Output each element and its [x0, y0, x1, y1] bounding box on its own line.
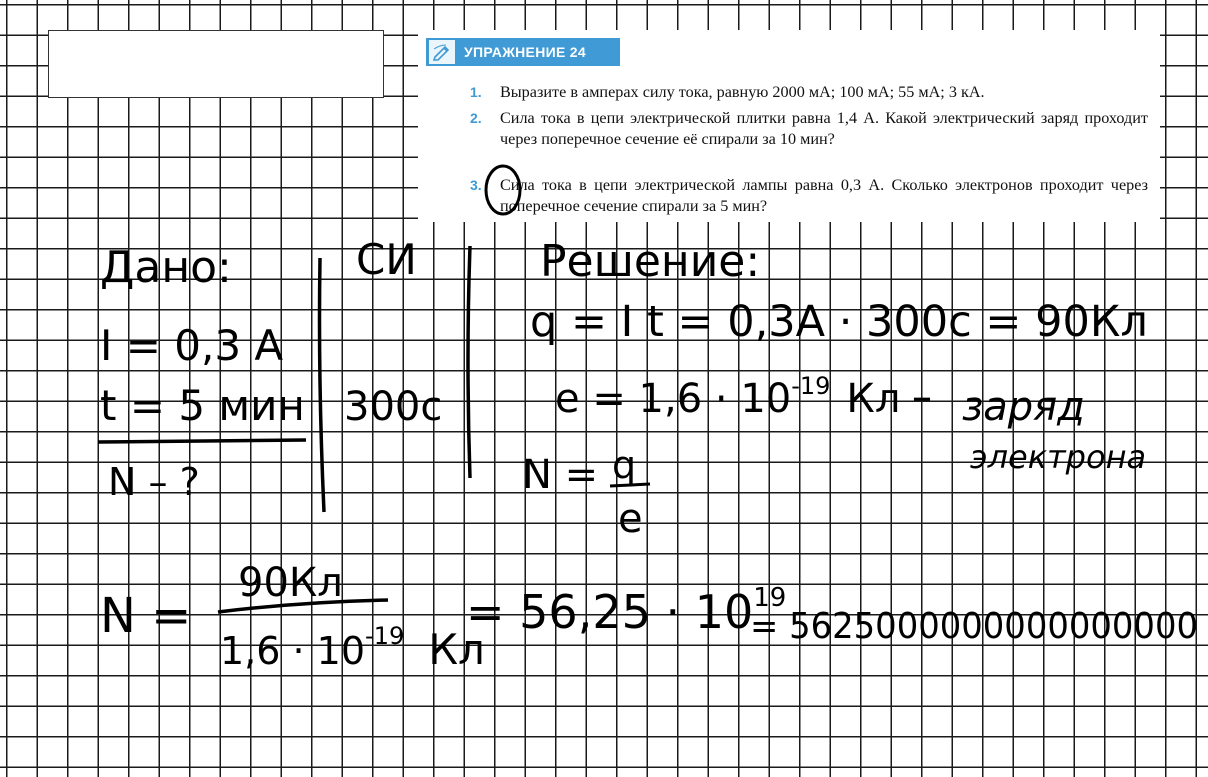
final-denominator [220, 622, 485, 674]
si-heading: СИ [356, 235, 417, 284]
electron-charge [555, 372, 900, 422]
electron-charge-base: е = 1,6 · 10 [555, 376, 792, 422]
solution-heading: Решение: [540, 236, 761, 287]
task-3-circle-mark [486, 166, 520, 214]
task-text: Выразите в амперах силу тока, равную 2000 мА; 100 мА; 55 мА; 3 кА. [500, 83, 985, 101]
si-time: 300с [344, 384, 443, 430]
final-numerator: 90Кл [238, 560, 343, 606]
final-denominator-base: 1,6 · 10 [220, 629, 366, 673]
final-denominator-unit: Кл [428, 625, 485, 674]
given-current: I = 0,3 А [100, 321, 284, 370]
si-solution-divider [468, 246, 470, 478]
task-text: Сила тока в цепи электрической плитки равна 1,4 А. Какой электрический заряд проходит через поперечное сечение её спирали за 10 мин? [500, 109, 1148, 148]
task-number: 3. [470, 177, 482, 193]
given-underline [98, 440, 306, 442]
given-si-divider [320, 258, 325, 512]
electron-charge-unit: Кл [846, 376, 901, 422]
n-numerator: q [612, 443, 637, 487]
n-label: N = [522, 452, 599, 498]
charge-formula: q = I t = 0,3А · 300с = 90Кл [530, 297, 1148, 347]
final-result-expanded: = 5625000000000000000 [750, 606, 1198, 647]
task-number: 2. [470, 110, 482, 126]
n-denominator: е [618, 496, 643, 542]
note-elektrona: электрона [970, 438, 1147, 476]
note-dash: – [912, 374, 932, 420]
final-result-scientific [466, 583, 786, 639]
note-zaryad: заряд [962, 384, 1085, 430]
final-denominator-exponent: -19 [365, 622, 405, 650]
task-text: Сила тока в цепи электрической лампы равна 0,3 А. Сколько электронов проходит через поперечное сечение спирали за 5 мин? [500, 176, 1148, 215]
electron-charge-exponent: -19 [791, 372, 831, 400]
final-result-base: = 56,25 · 10 [466, 585, 754, 639]
exercise-title: УПРАЖНЕНИЕ 24 [464, 44, 586, 60]
n-fraction-bar [610, 484, 650, 486]
find-quantity: N – ? [108, 460, 200, 504]
given-time: t = 5 мин [100, 381, 305, 430]
given-heading: Дано: [100, 242, 232, 293]
final-label: N = [100, 588, 192, 644]
final-result-exponent: 19 [753, 583, 787, 613]
task-number: 1. [470, 84, 482, 100]
